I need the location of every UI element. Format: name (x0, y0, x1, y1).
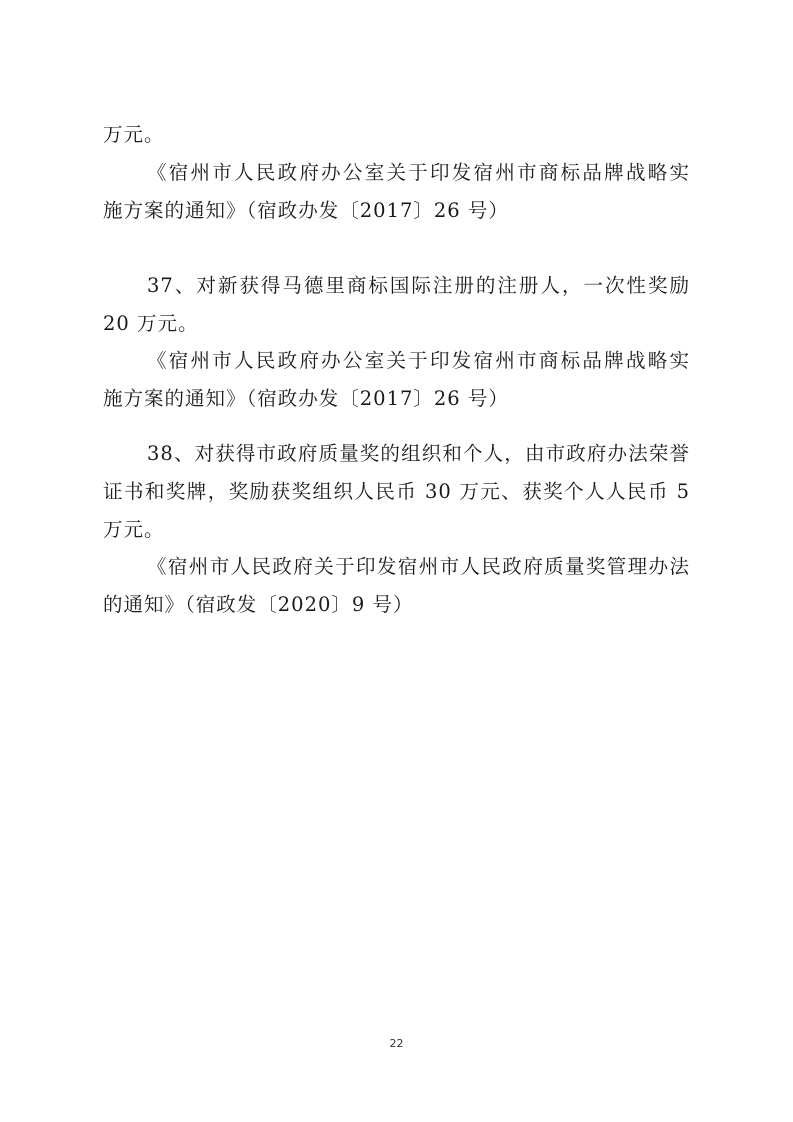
item-38-line: 38、对获得市政府质量奖的组织和个人，由市政府办法荣誉 (147, 442, 690, 465)
citation-line: 施方案的通知》（宿政办发〔2017〕26 号） (103, 387, 509, 410)
item-37-line: 20 万元。 (103, 312, 199, 335)
item-38-line: 万元。 (103, 518, 165, 541)
citation-line: 《宿州市人民政府办公室关于印发宿州市商标品牌战略实 (147, 161, 690, 184)
citation-line: 施方案的通知》（宿政办发〔2017〕26 号） (103, 199, 509, 222)
page-number: 22 (389, 1037, 404, 1050)
item-37-line: 37、对新获得马德里商标国际注册的注册人，一次性奖励 (147, 274, 690, 297)
citation-line: 《宿州市人民政府办公室关于印发宿州市商标品牌战略实 (147, 349, 690, 372)
item-38-line: 证书和奖牌，奖励获奖组织人民币 30 万元、获奖个人人民币 5 (103, 480, 690, 503)
citation-line: 的通知》（宿政发〔2020〕9 号） (103, 593, 414, 616)
citation-line: 《宿州市人民政府关于印发宿州市人民政府质量奖管理办法 (147, 555, 690, 578)
text-line: 万元。 (103, 123, 165, 146)
